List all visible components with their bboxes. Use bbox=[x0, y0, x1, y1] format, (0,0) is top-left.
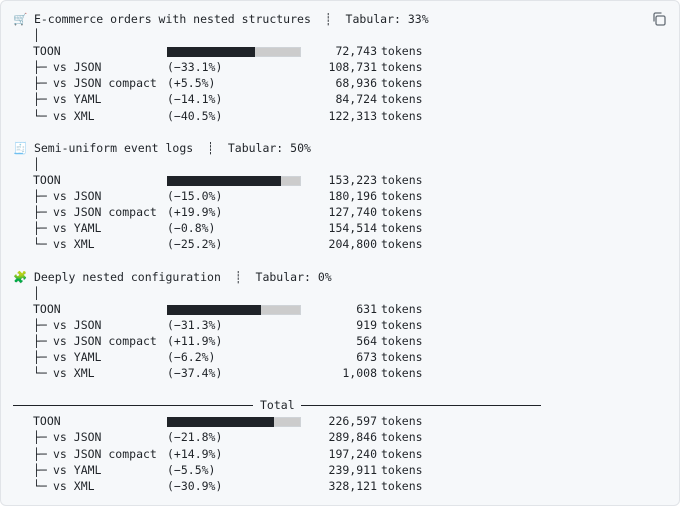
token-count: 153,223 bbox=[328, 172, 377, 187]
tree-branch: ├─ bbox=[33, 76, 47, 91]
format-label: vs XML bbox=[53, 366, 95, 381]
token-count: 72,743 bbox=[335, 44, 377, 59]
token-count: 226,597 bbox=[328, 414, 377, 429]
comparison-row bbox=[13, 75, 429, 91]
format-label: vs YAML bbox=[53, 349, 102, 364]
token-count: 68,936 bbox=[335, 76, 377, 91]
token-unit: tokens bbox=[381, 76, 423, 91]
token-unit: tokens bbox=[381, 221, 423, 236]
comparison-row bbox=[13, 220, 429, 236]
spacer bbox=[13, 381, 429, 397]
section-header bbox=[13, 269, 429, 285]
tree-branch: ├─ bbox=[33, 446, 47, 461]
total-rule-right bbox=[301, 405, 541, 406]
comparison-row bbox=[13, 333, 429, 349]
section-icon: 🛒 bbox=[13, 12, 28, 26]
token-count: 127,740 bbox=[328, 205, 377, 220]
toon-row bbox=[13, 301, 429, 317]
separator: ┊ bbox=[324, 12, 332, 26]
token-count: 239,911 bbox=[328, 462, 377, 477]
tree-branch: └─ bbox=[33, 237, 47, 252]
format-label: vs YAML bbox=[53, 462, 102, 477]
comparison-row bbox=[13, 59, 429, 75]
format-label: vs JSON compact bbox=[53, 446, 157, 461]
bar-remainder bbox=[255, 47, 301, 57]
section-icon: 🧩 bbox=[13, 269, 28, 284]
format-label: vs JSON compact bbox=[53, 205, 157, 220]
output-line bbox=[13, 27, 429, 43]
toon-row bbox=[13, 413, 429, 429]
percent-change: (−40.5%) bbox=[167, 108, 223, 123]
tabular-ratio: Tabular: 50% bbox=[227, 140, 311, 155]
section-title: E-commerce orders with nested structures bbox=[33, 12, 311, 26]
token-unit: tokens bbox=[381, 446, 423, 461]
token-unit: tokens bbox=[381, 366, 423, 381]
token-count: 673 bbox=[356, 349, 377, 364]
token-count: 84,724 bbox=[335, 92, 377, 107]
percent-change: (−14.1%) bbox=[167, 92, 223, 107]
output-line bbox=[13, 156, 429, 172]
bar-remainder bbox=[281, 176, 301, 186]
total-header bbox=[13, 397, 429, 413]
total-rule-left bbox=[13, 405, 253, 406]
comparison-row bbox=[13, 462, 429, 478]
tree-pipe: │ bbox=[33, 28, 40, 43]
percent-change: (−5.5%) bbox=[167, 462, 216, 477]
token-count: 108,731 bbox=[328, 60, 377, 75]
token-count: 197,240 bbox=[328, 446, 377, 461]
token-count: 1,008 bbox=[342, 366, 377, 381]
token-count: 204,800 bbox=[328, 237, 377, 252]
comparison-row bbox=[13, 349, 429, 365]
bar-remainder bbox=[261, 305, 301, 315]
percent-change: (+19.9%) bbox=[167, 205, 223, 220]
percent-change: (+11.9%) bbox=[167, 333, 223, 348]
tabular-ratio: Tabular: 0% bbox=[255, 269, 332, 284]
token-bar bbox=[167, 47, 301, 57]
token-count: 154,514 bbox=[328, 221, 377, 236]
tree-branch: ├─ bbox=[33, 92, 47, 107]
tree-branch: └─ bbox=[33, 478, 47, 493]
toon-label: TOON bbox=[33, 301, 61, 316]
token-count: 631 bbox=[356, 301, 377, 316]
token-count: 122,313 bbox=[328, 108, 377, 123]
toon-row bbox=[13, 172, 429, 188]
tree-branch: ├─ bbox=[33, 462, 47, 477]
token-unit: tokens bbox=[381, 317, 423, 332]
format-label: vs XML bbox=[53, 478, 95, 493]
section-header bbox=[13, 11, 429, 27]
tabular-ratio: Tabular: 33% bbox=[345, 12, 429, 26]
token-unit: tokens bbox=[381, 60, 423, 75]
tree-branch: ├─ bbox=[33, 349, 47, 364]
percent-change: (−15.0%) bbox=[167, 189, 223, 204]
bar-fill bbox=[167, 417, 274, 427]
token-unit: tokens bbox=[381, 237, 423, 252]
tree-branch: ├─ bbox=[33, 221, 47, 236]
format-label: vs XML bbox=[53, 108, 95, 123]
bar-remainder bbox=[274, 417, 301, 427]
comparison-row bbox=[13, 188, 429, 204]
percent-change: (−30.9%) bbox=[167, 478, 223, 493]
percent-change: (−37.4%) bbox=[167, 366, 223, 381]
toon-label: TOON bbox=[33, 44, 61, 59]
format-label: vs JSON compact bbox=[53, 333, 157, 348]
token-unit: tokens bbox=[381, 414, 423, 429]
token-unit: tokens bbox=[381, 478, 423, 493]
percent-change: (−6.2%) bbox=[167, 349, 216, 364]
token-unit: tokens bbox=[381, 92, 423, 107]
comparison-row bbox=[13, 91, 429, 107]
comparison-row bbox=[13, 204, 429, 220]
format-label: vs JSON bbox=[53, 189, 102, 204]
format-label: vs JSON bbox=[53, 60, 102, 75]
toon-label: TOON bbox=[33, 172, 61, 187]
token-count: 289,846 bbox=[328, 430, 377, 445]
token-bar bbox=[167, 417, 301, 427]
section-header bbox=[13, 140, 429, 156]
percent-change: (+5.5%) bbox=[167, 76, 216, 91]
format-label: vs YAML bbox=[53, 221, 102, 236]
token-unit: tokens bbox=[381, 189, 423, 204]
section-title: Semi-uniform event logs bbox=[33, 140, 194, 155]
toon-label: TOON bbox=[33, 414, 61, 429]
token-unit: tokens bbox=[381, 333, 423, 348]
tree-branch: ├─ bbox=[33, 189, 47, 204]
toon-row bbox=[13, 43, 429, 59]
format-label: vs XML bbox=[53, 237, 95, 252]
tree-branch: └─ bbox=[33, 108, 47, 123]
tree-branch: ├─ bbox=[33, 60, 47, 75]
separator: ┊ bbox=[207, 140, 214, 155]
format-label: vs JSON compact bbox=[53, 76, 157, 91]
tree-branch: └─ bbox=[33, 366, 47, 381]
tree-pipe: │ bbox=[33, 285, 40, 300]
spacer bbox=[13, 252, 429, 268]
token-unit: tokens bbox=[381, 349, 423, 364]
tree-branch: ├─ bbox=[33, 333, 47, 348]
percent-change: (+14.9%) bbox=[167, 446, 223, 461]
token-unit: tokens bbox=[381, 205, 423, 220]
comparison-row bbox=[13, 317, 429, 333]
section-icon: 🧾 bbox=[13, 140, 28, 155]
bar-fill bbox=[167, 47, 255, 57]
token-count: 919 bbox=[356, 317, 377, 332]
token-unit: tokens bbox=[381, 430, 423, 445]
copy-icon[interactable] bbox=[651, 11, 667, 27]
format-label: vs YAML bbox=[53, 92, 102, 107]
output-line bbox=[13, 285, 429, 301]
token-bar bbox=[167, 176, 301, 186]
benchmark-output bbox=[13, 11, 429, 494]
total-title: Total bbox=[260, 398, 295, 413]
bar-fill bbox=[167, 176, 281, 186]
tree-pipe: │ bbox=[33, 156, 40, 171]
token-count: 180,196 bbox=[328, 189, 377, 204]
percent-change: (−21.8%) bbox=[167, 430, 223, 445]
token-bar bbox=[167, 305, 301, 315]
token-unit: tokens bbox=[381, 108, 423, 123]
bar-fill bbox=[167, 305, 261, 315]
comparison-row bbox=[13, 429, 429, 445]
token-count: 328,121 bbox=[328, 478, 377, 493]
percent-change: (−33.1%) bbox=[167, 60, 223, 75]
token-unit: tokens bbox=[381, 44, 423, 59]
comparison-row bbox=[13, 446, 429, 462]
token-unit: tokens bbox=[381, 172, 423, 187]
tree-branch: ├─ bbox=[33, 317, 47, 332]
format-label: vs JSON bbox=[53, 317, 102, 332]
comparison-row bbox=[13, 108, 429, 124]
comparison-row bbox=[13, 478, 429, 494]
token-unit: tokens bbox=[381, 462, 423, 477]
token-unit: tokens bbox=[381, 301, 423, 316]
tree-branch: ├─ bbox=[33, 205, 47, 220]
separator: ┊ bbox=[234, 269, 242, 284]
format-label: vs JSON bbox=[53, 430, 102, 445]
section-title: Deeply nested configuration bbox=[33, 269, 221, 284]
percent-change: (−25.2%) bbox=[167, 237, 223, 252]
tree-branch: ├─ bbox=[33, 430, 47, 445]
comparison-row bbox=[13, 236, 429, 252]
spacer bbox=[13, 124, 429, 140]
percent-change: (−0.8%) bbox=[167, 221, 216, 236]
token-count: 564 bbox=[356, 333, 377, 348]
percent-change: (−31.3%) bbox=[167, 317, 223, 332]
comparison-row bbox=[13, 365, 429, 381]
